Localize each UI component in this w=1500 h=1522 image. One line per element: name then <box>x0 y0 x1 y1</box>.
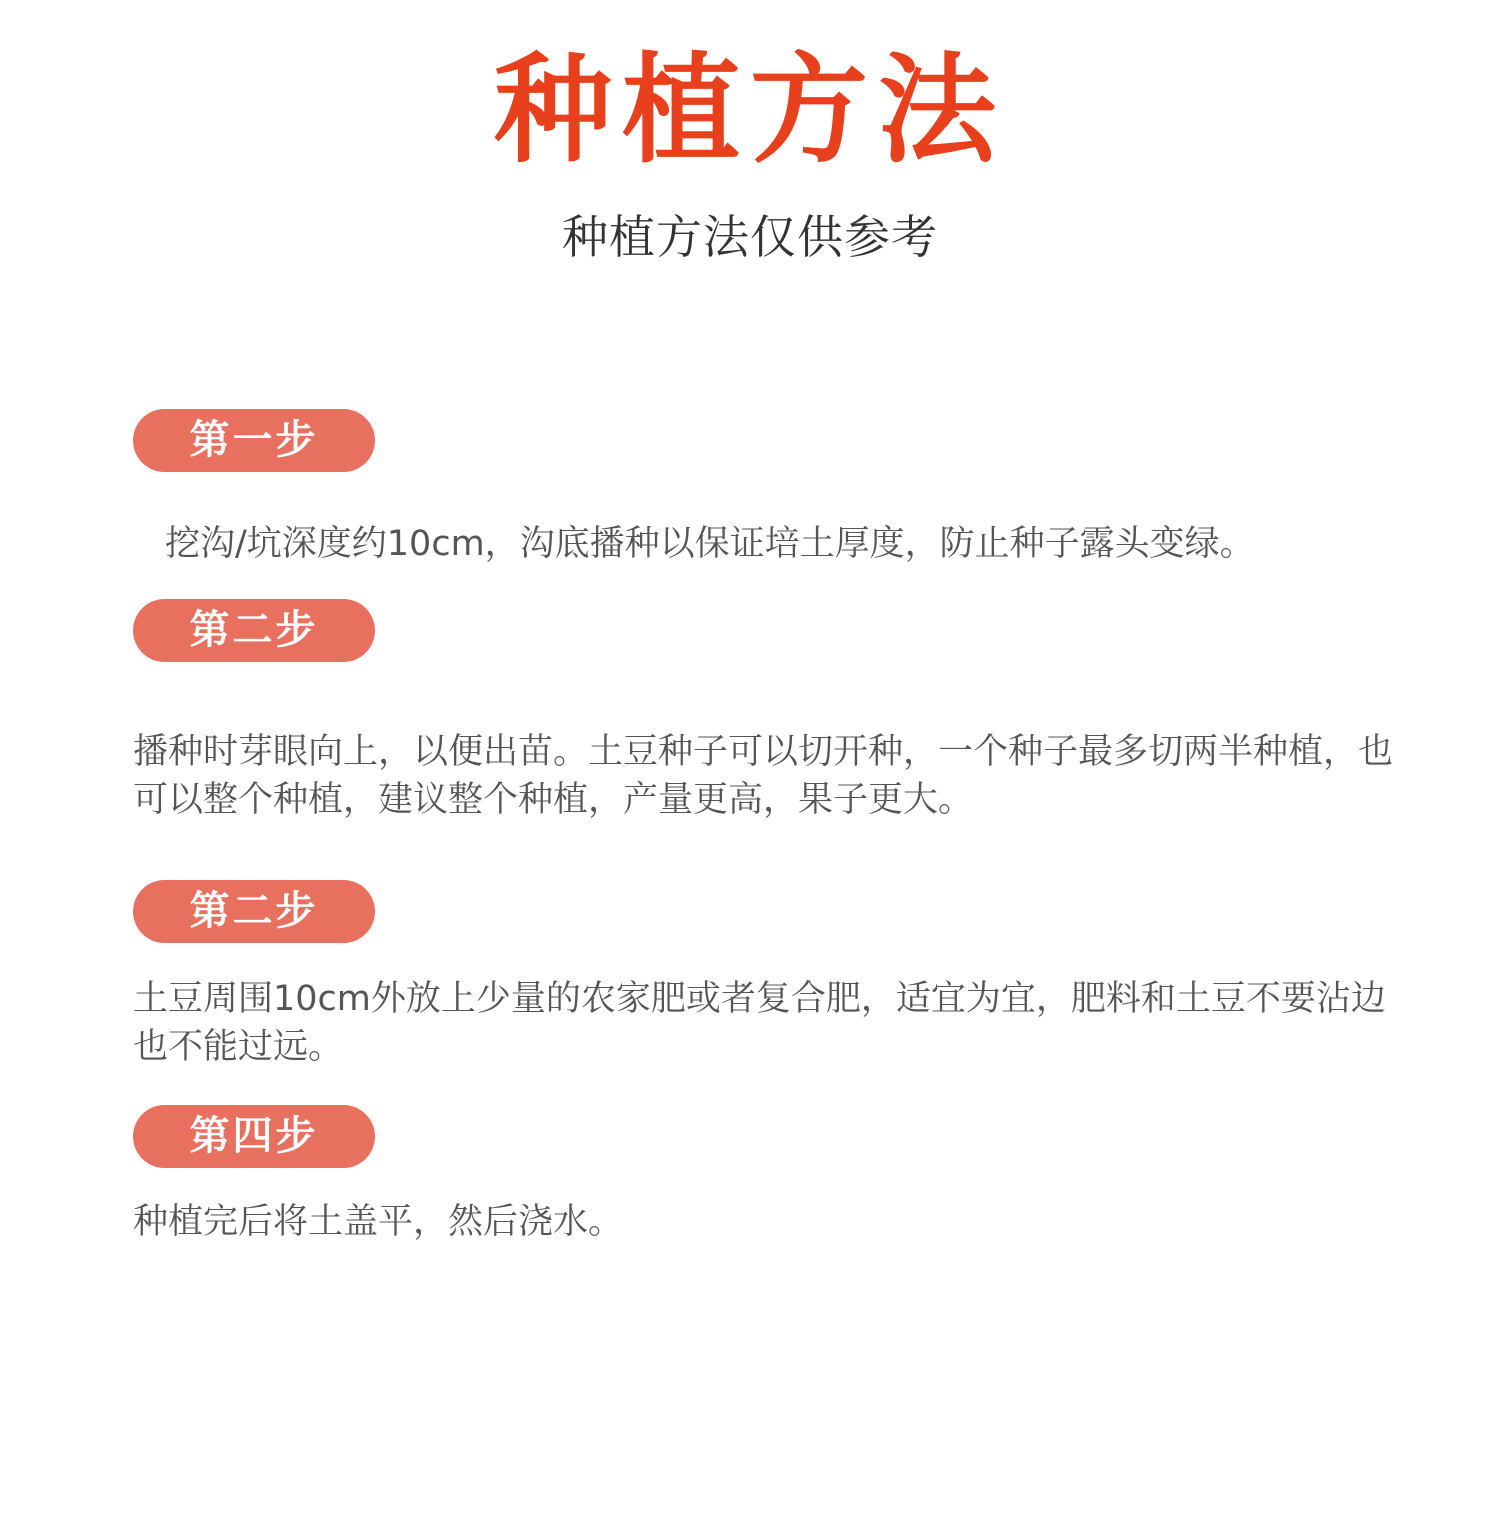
step-2-text: 播种时芽眼向上，以便出苗。土豆种子可以切开种，一个种子最多切两半种植，也可以整个种植，建议整个种植，产量更高，果子更大。 <box>133 732 1394 820</box>
step-4-text: 种植完后将土盖平，然后浇水。 <box>133 1202 624 1242</box>
page-subtitle: 种植方法仅供参考 <box>562 210 938 264</box>
step-3-text: 土豆周围10cm外放上少量的农家肥或者复合肥，适宜为宜，肥料和土豆不要沾边也不能过远。 <box>133 979 1386 1067</box>
step-2-badge: 第二步 <box>133 599 375 662</box>
step-4-badge: 第四步 <box>133 1105 375 1168</box>
page-title: 种植方法 <box>493 41 1006 179</box>
step-1-text: 挖沟/坑深度约10cm，沟底播种以保证培土厚度，防止种子露头变绿。 <box>165 524 1255 564</box>
step-1-badge: 第一步 <box>133 409 375 472</box>
step-3-badge: 第二步 <box>133 880 375 943</box>
